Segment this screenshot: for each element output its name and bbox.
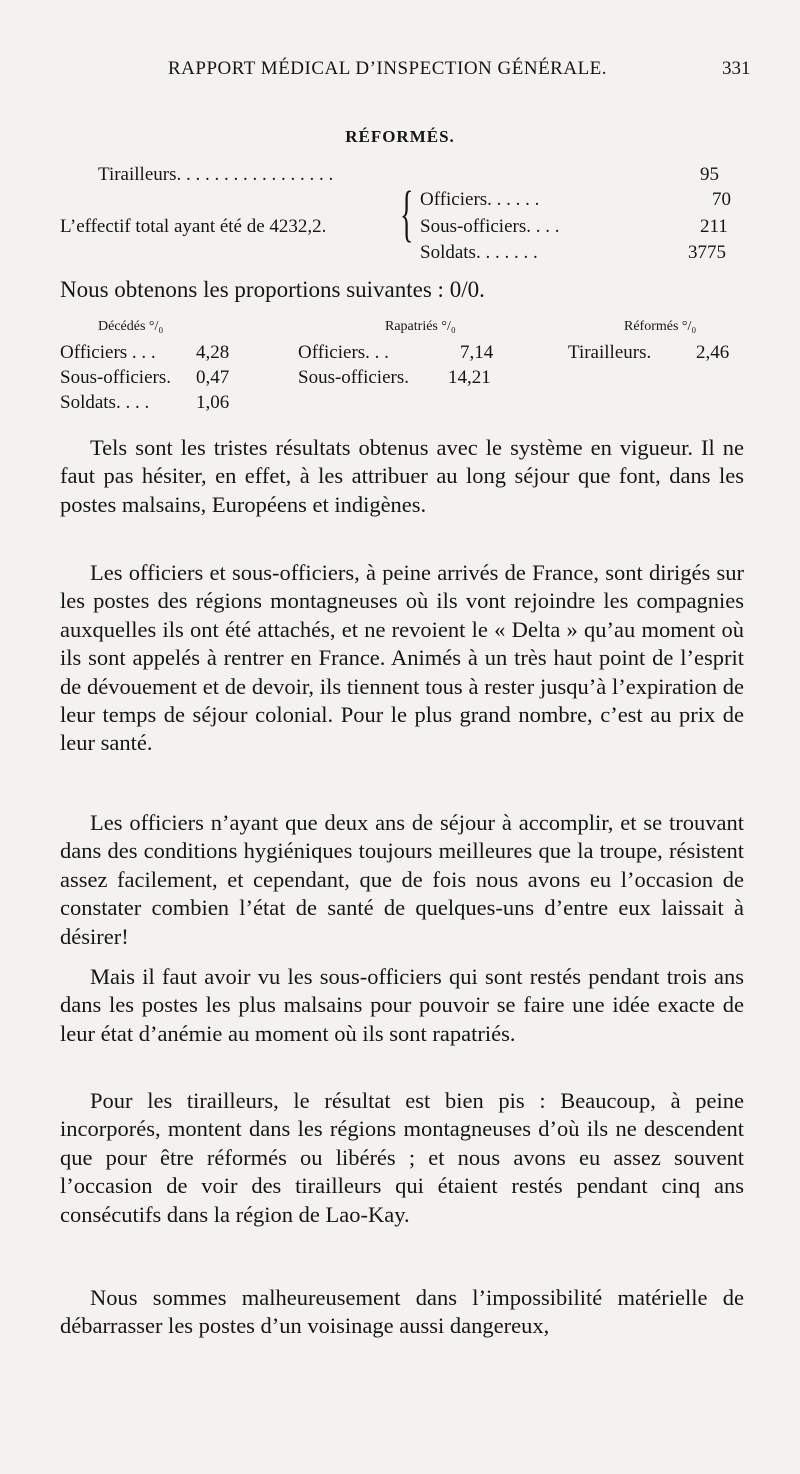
tirailleurs-label: Tirailleurs. . . . . . . . . . . . . . . . .	[98, 164, 334, 185]
running-header: RAPPORT MÉDICAL D’INSPECTION GÉNÉRALE.	[168, 58, 608, 79]
table-row-value: 4,28	[196, 342, 230, 363]
body-paragraph: Les officiers n’ayant que deux ans de séjour à accomplir, et se trouvant dans des conditions hygiéniques toujours meilleures que la troupe, résistent assez facilement, et cependant, que de fois nous avons eu l’occasion de constater combien l’état de santé de quelques-uns d’entre eux laissait à désirer!	[60, 810, 744, 949]
effectif-row-value: 70	[712, 189, 731, 210]
effectif-row-value: 3775	[688, 242, 726, 263]
table-header-rapatries: Rapatriés °/₀	[385, 319, 456, 334]
table-row-label: Officiers . . .	[60, 342, 156, 363]
effectif-label: L’effectif total ayant été de 4232,2.	[60, 216, 327, 237]
table-row-label: Sous-officiers.	[60, 367, 171, 388]
brace-icon: {	[400, 180, 414, 248]
table-header-deces: Décédés °/₀	[98, 319, 164, 334]
body-paragraph: Nous sommes malheureusement dans l’impossibilité matérielle de débarrasser les postes d’un voisinage aussi dangereux,	[60, 1285, 744, 1339]
table-row-value: 7,14	[460, 342, 494, 363]
table-row-value: 1,06	[196, 392, 230, 413]
body-paragraph: Les officiers et sous-officiers, à peine arrivés de France, sont dirigés sur les postes des régions montagneuses où ils vont rejoindre les compagnies auxquelles ils ont été attachés, et ne revoient le « Delta » qu’au moment où ils sont appelés à rentrer en France. Animés à un très haut point de l’esprit de dévouement et de devoir, ils tiennent tous à rester jusqu’à l’expiration de leur temps de séjour colonial. Pour le plus grand nombre, c’est au prix de leur santé.	[60, 560, 744, 756]
section-title: RÉFORMÉS.	[345, 127, 455, 146]
body-paragraph: Mais il faut avoir vu les sous-officiers qui sont restés pendant trois ans dans les postes les plus malsains pour pouvoir se faire une idée exacte de leur état d’anémie au moment où ils sont rapatriés.	[60, 964, 744, 1046]
body-paragraph: Tels sont les tristes résultats obtenus avec le système en vigueur. Il ne faut pas hésiter, en effet, à les attribuer au long séjour que font, dans les postes malsains, Européens et indigènes.	[60, 435, 744, 517]
table-row-value: 14,21	[448, 367, 491, 388]
table-row-label: Soldats. . . .	[60, 392, 150, 413]
effectif-row-label: Soldats. . . . . . .	[420, 242, 538, 263]
table-row-label: Sous-officiers.	[298, 367, 409, 388]
body-paragraph: Pour les tirailleurs, le résultat est bien pis : Beaucoup, à peine incorporés, montent dans les régions montagneuses d’où ils ne descendent que pour être réformés ou libérés ; et nous avons eu assez souvent l’occasion de voir des tirailleurs qui étaient restés pendant cinq ans consécutifs dans la région de Lao-Kay.	[60, 1088, 744, 1227]
table-row-value: 2,46	[696, 342, 730, 363]
table-row-label: Officiers. . .	[298, 342, 389, 363]
effectif-row-value: 211	[700, 216, 728, 237]
table-header-reformes: Réformés °/₀	[624, 319, 697, 334]
page-number: 331	[722, 58, 751, 79]
effectif-row-label: Officiers. . . . . .	[420, 189, 540, 210]
table-row-value: 0,47	[196, 367, 230, 388]
proportions-line: Nous obtenons les proportions suivantes : 0/0.	[60, 277, 485, 302]
tirailleurs-value: 95	[700, 164, 719, 185]
table-row-label: Tirailleurs.	[568, 342, 652, 363]
effectif-row-label: Sous-officiers. . . .	[420, 216, 560, 237]
